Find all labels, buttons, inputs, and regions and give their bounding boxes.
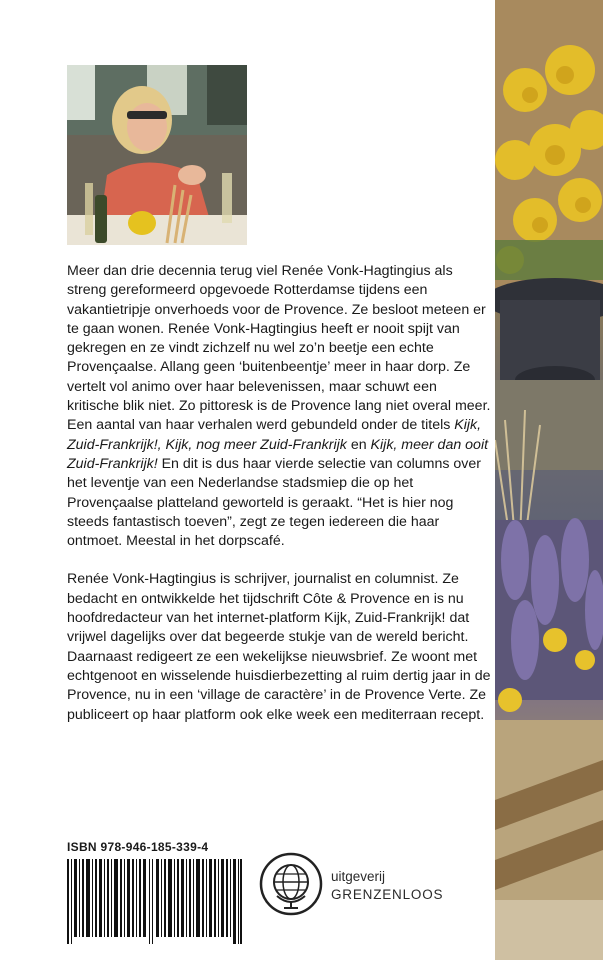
isbn-block: [67, 840, 242, 949]
author-photo: [67, 65, 247, 245]
publisher-name-line-1: uitgeverij: [331, 869, 386, 884]
publisher-name-line-2: GRENZENLOOS: [331, 887, 444, 902]
cover-photo-strip: [495, 0, 603, 960]
author-bio: [67, 262, 492, 744]
bio-paragraph-2: Renée Vonk-Hagtingius is schrijver, journalist en columnist. Ze bedacht en ontwikkelde het tijdschrift Côte & Provence en is nu hoofdredacteur van het internet-platform Kijk, Zuid-Frankrijk! dat vrijwel dagelijks over dat begeerde stukje van de wereld bericht. Daarnaast redigeert ze een wekelijkse nieuwsbrief. Ze woont met echtgenoot en wisselende huisdierbezetting al ruim dertig jaar in de Provence, nu in een ‘village de caractère’ in de Provence Verte. Ze publiceert op haar platform ook elke week een mediterraan recept.: [67, 571, 491, 723]
book-titles-1: Kijk, Zuid-Frankrijk!, Kijk, nog meer Zuid-Frankrijk: [67, 417, 482, 453]
isbn-number: ISBN 978-946-185-339-4: [67, 840, 209, 854]
book-title-2: Kijk, meer dan ooit Zuid-Frankrijk!: [67, 436, 489, 472]
author-portrait: [67, 65, 247, 245]
globe-icon: [259, 852, 323, 916]
flower-photo: [495, 0, 603, 960]
bio-paragraph-1: Meer dan drie decennia terug viel Renée Vonk-Hagtingius als streng gereformeerd opgevoede Rotterdamse tijdens een vakantietripje onverhoeds voor de Provence. Ze besloot meteen er te gaan wonen. Renée Vonk-Hagtingius heeft er nooit spijt van gekregen en ze vindt zichzelf nu wel zo’n beetje een echte Provençaalse. Allang geen ‘buitenbeentje’ meer in haar dorp. Ze vertelt vol animo over haar belevenissen, maar schuwt een kritische blik niet. Zo pittoresk is de Provence lang niet overal meer. Een aantal van haar verhalen werd gebundeld onder de titels Kijk, Zuid-Frankrijk!, Kijk, nog meer Zuid-Frankrijk en Kijk, meer dan ooit Zuid-Frankrijk! En dit is dus haar vierde selectie van columns over het leventje van een Nederlandse stadsmiep die op het Provençaalse platteland geworteld is geraakt. “Het is hier nog steeds fantastisch toeven”, zegt ze tegen iedereen die haar ontmoet. Meestal in het dorpscafé.: [67, 263, 491, 550]
publisher-logo: [259, 852, 489, 918]
barcode: [67, 859, 242, 944]
